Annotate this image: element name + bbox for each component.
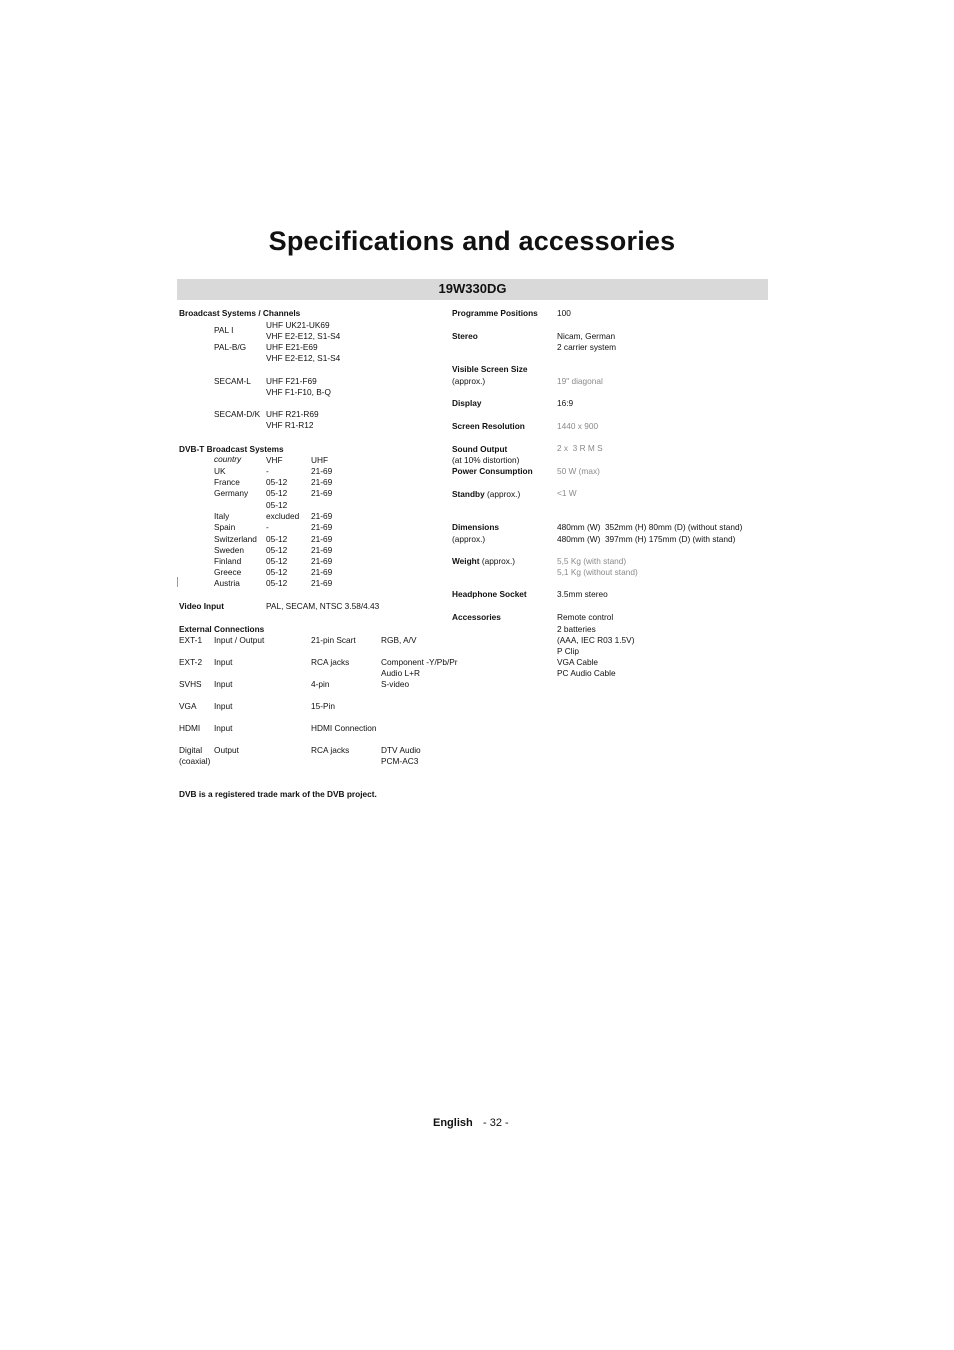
sound-sub: (at 10% distortion) <box>452 455 520 465</box>
ext-port: EXT-1 <box>179 635 203 645</box>
broadcast-channel: VHF E2-E12, S1-S4 <box>266 353 341 363</box>
model-number: 19W330DG <box>438 281 507 296</box>
dvbt-uhf: 21-69 <box>311 556 333 566</box>
dvbt-vhf: 05-12 <box>266 477 288 487</box>
standby-value: <1 W <box>557 488 577 498</box>
dvbt-country: UK <box>214 466 226 476</box>
dvbt-uhf: 21-69 <box>311 488 333 498</box>
dvbt-vhf: 05-12 <box>266 567 288 577</box>
broadcast-channel: UHF R21-R69 <box>266 409 319 419</box>
margin-tick <box>177 577 178 587</box>
weight-value: 5,5 Kg (with stand) <box>557 556 627 566</box>
dvbt-col-vhf: VHF <box>266 455 283 465</box>
ext-port: Digital <box>179 745 203 755</box>
dvbt-vhf: - <box>266 466 269 476</box>
stereo-value: Nicam, German <box>557 331 616 341</box>
ext-port: SVHS <box>179 679 202 689</box>
dvbt-country: Austria <box>214 578 240 588</box>
broadcast-system: PAL I <box>214 325 234 335</box>
accessory-item: PC Audio Cable <box>557 668 616 678</box>
display-value: 16:9 <box>557 398 574 408</box>
dvbt-country: Switzerland <box>214 534 257 544</box>
weight-value: 5,1 Kg (without stand) <box>557 567 638 577</box>
ext-type: 21-pin Scart <box>311 635 356 645</box>
dvbt-uhf: 21-69 <box>311 545 333 555</box>
ext-signal: Audio L+R <box>381 668 420 678</box>
broadcast-channel: VHF R1-R12 <box>266 420 314 430</box>
sound-value: 2 x 3 R M S <box>557 443 603 453</box>
dvbt-vhf: 05-12 <box>266 534 288 544</box>
headphone-label: Headphone Socket <box>452 589 527 599</box>
ext-direction: Input / Output <box>214 635 265 645</box>
dvbt-vhf: 05-12 <box>266 556 288 566</box>
broadcast-channel: UHF E21-E69 <box>266 342 318 352</box>
accessories-label: Accessories <box>452 612 501 622</box>
ext-signal: S-video <box>381 679 410 689</box>
dvbt-vhf: 05-12 <box>266 500 288 510</box>
dvbt-vhf: 05-12 <box>266 578 288 588</box>
display-label: Display <box>452 398 482 408</box>
weight-label: Weight <box>452 556 480 566</box>
dvbt-country: Italy <box>214 511 230 521</box>
dvbt-col-uhf: UHF <box>311 455 329 465</box>
screen-size-label: Visible Screen Size <box>452 364 528 374</box>
broadcast-channel: VHF F1-F10, B-Q <box>266 387 332 397</box>
dimensions-value: 480mm (W) 352mm (H) 80mm (D) (without stand) <box>557 522 743 532</box>
dvbt-vhf: - <box>266 522 269 532</box>
ext-port: VGA <box>179 701 197 711</box>
dvbt-uhf: 21-69 <box>311 466 333 476</box>
accessory-item: P Clip <box>557 646 579 656</box>
ext-direction: Output <box>214 745 239 755</box>
broadcast-system: PAL-B/G <box>214 342 247 352</box>
sound-label: Sound Output <box>452 444 508 454</box>
dimensions-value: 480mm (W) 397mm (H) 175mm (D) (with stand) <box>557 534 736 544</box>
ext-port: EXT-2 <box>179 657 203 667</box>
trademark-note: DVB is a registered trade mark of the DVB project. <box>179 789 377 799</box>
ext-type: RCA jacks <box>311 745 350 755</box>
dvbt-uhf: 21-69 <box>311 567 333 577</box>
headphone-value: 3.5mm stereo <box>557 589 608 599</box>
stereo-value: 2 carrier system <box>557 342 617 352</box>
broadcast-system: SECAM-D/K <box>214 409 261 419</box>
dvbt-country: Sweden <box>214 545 244 555</box>
page-number: - 32 - <box>483 1117 509 1129</box>
broadcast-channel: VHF E2-E12, S1-S4 <box>266 331 341 341</box>
resolution-value: 1440 x 900 <box>557 421 599 431</box>
page-title: Specifications and accessories <box>268 226 676 256</box>
dvbt-uhf: 21-69 <box>311 477 333 487</box>
ext-direction: Input <box>214 679 233 689</box>
power-value: 50 W (max) <box>557 466 600 476</box>
ext-signal: DTV Audio <box>381 745 421 755</box>
ext-direction: Input <box>214 723 233 733</box>
footer-language: English <box>433 1117 473 1129</box>
accessory-item: 2 batteries <box>557 624 596 634</box>
ext-type: HDMI Connection <box>311 723 377 733</box>
video-input-value: PAL, SECAM, NTSC 3.58/4.43 <box>266 601 380 611</box>
dvbt-country: Greece <box>214 567 242 577</box>
dvbt-country: Finland <box>214 556 242 566</box>
dvbt-country: Spain <box>214 522 236 532</box>
dvbt-uhf: 21-69 <box>311 578 333 588</box>
weight-sub: (approx.) <box>481 556 516 566</box>
ext-direction: Input <box>214 701 233 711</box>
dimensions-label: Dimensions <box>452 522 500 532</box>
programme-label: Programme Positions <box>452 308 538 318</box>
ext-signal: RGB, A/V <box>381 635 417 645</box>
broadcast-channel: UHF F21-F69 <box>266 376 317 386</box>
dvbt-uhf: 21-69 <box>311 522 333 532</box>
dvbt-country: Germany <box>214 488 249 498</box>
screen-size-sub: (approx.) <box>452 376 486 386</box>
ext-type: RCA jacks <box>311 657 350 667</box>
ext-signal: PCM-AC3 <box>381 756 419 766</box>
resolution-label: Screen Resolution <box>452 421 525 431</box>
ext-type: 4-pin <box>311 679 330 689</box>
power-label: Power Consumption <box>452 466 533 476</box>
dvbt-uhf: 21-69 <box>311 534 333 544</box>
dvbt-col-country: country <box>214 454 242 464</box>
ext-heading: External Connections <box>179 624 265 634</box>
dvbt-uhf: 21-69 <box>311 511 333 521</box>
stereo-label: Stereo <box>452 331 478 341</box>
ext-direction: Input <box>214 657 233 667</box>
ext-signal: Component -Y/Pb/Pr <box>381 657 458 667</box>
dvbt-heading: DVB-T Broadcast Systems <box>179 444 284 454</box>
standby-label: Standby <box>452 489 485 499</box>
dvbt-vhf: 05-12 <box>266 488 288 498</box>
standby-sub: (approx.) <box>487 489 521 499</box>
screen-size-value: 19" diagonal <box>557 376 603 386</box>
ext-port-sub: (coaxial) <box>179 756 211 766</box>
broadcast-channel: UHF UK21-UK69 <box>266 320 330 330</box>
dimensions-sub: (approx.) <box>452 534 486 544</box>
programme-value: 100 <box>557 308 571 318</box>
ext-type: 15-Pin <box>311 701 335 711</box>
dvbt-vhf: 05-12 <box>266 545 288 555</box>
video-input-label: Video Input <box>179 601 225 611</box>
accessory-item: (AAA, IEC R03 1.5V) <box>557 635 635 645</box>
accessory-item: Remote control <box>557 612 614 622</box>
broadcast-heading: Broadcast Systems / Channels <box>179 308 301 318</box>
broadcast-system: SECAM-L <box>214 376 251 386</box>
dvbt-country: France <box>214 477 240 487</box>
ext-port: HDMI <box>179 723 201 733</box>
dvbt-vhf: excluded <box>266 511 300 521</box>
accessory-item: VGA Cable <box>557 657 599 667</box>
